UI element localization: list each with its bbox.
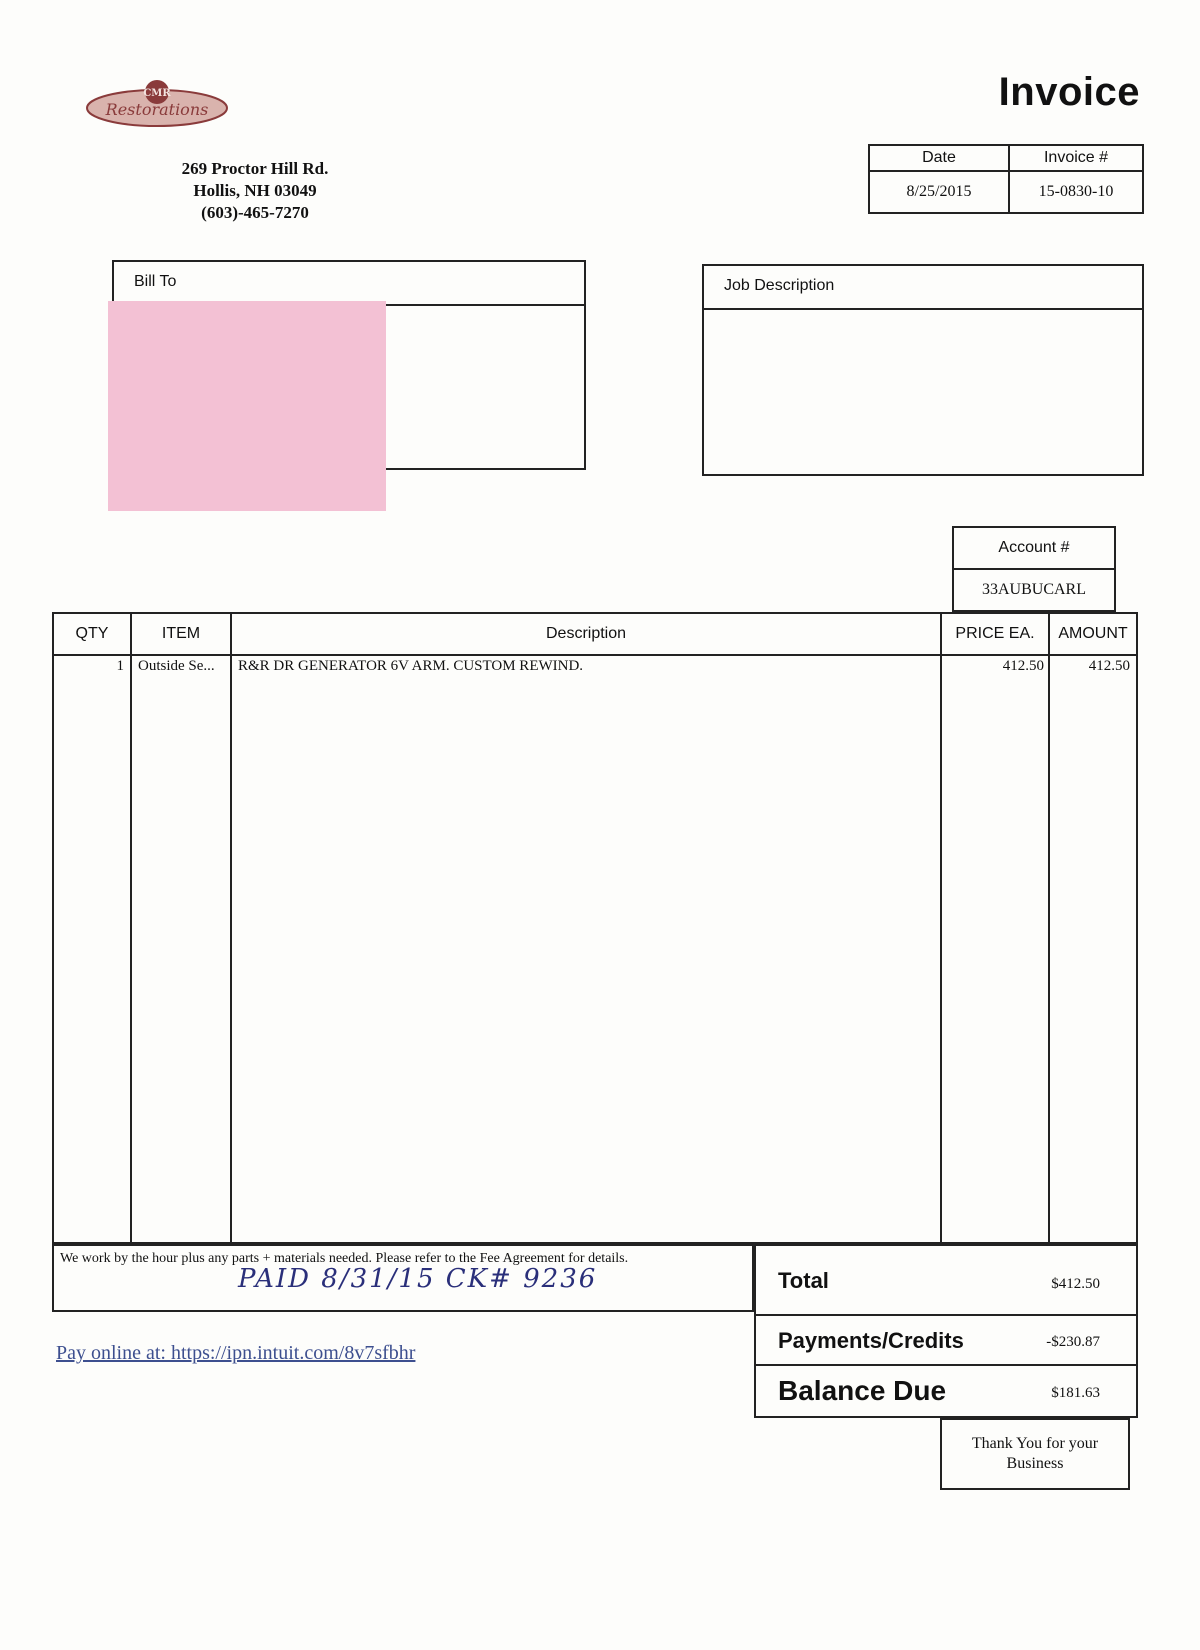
invoice-info-table [868,144,1144,214]
company-logo [82,78,232,136]
column-divider [940,614,942,1242]
thank-you-box: Thank You for your Business [940,1418,1130,1490]
redacted-address [108,301,386,511]
balance-value: $181.63 [1051,1385,1100,1401]
payments-label: Payments/Credits [778,1328,964,1353]
invoice-number-label: Invoice # [1009,145,1143,171]
row-description: R&R DR GENERATOR 6V ARM. CUSTOM REWIND. [238,658,584,674]
account-label: Account # [953,527,1115,569]
invoice-number: 15-0830-10 [1009,171,1143,213]
date-label: Date [869,145,1009,171]
account-number: 33AUBUCARL [953,569,1115,611]
logo-monogram: CMR [143,88,171,99]
page-title: Invoice [998,70,1140,114]
address-line-2: Hollis, NH 03049 [193,181,317,200]
account-table [952,526,1116,612]
balance-row [754,1364,1138,1418]
company-phone: (603)-465-7270 [201,203,309,222]
row-amount: 412.50 [1088,658,1130,674]
bill-to-label: Bill To [114,262,584,306]
invoice-date: 8/25/2015 [869,171,1009,213]
job-description-label: Job Description [704,266,1142,310]
job-description-box [702,264,1144,476]
row-price: 412.50 [1002,658,1044,674]
payments-row [754,1314,1138,1366]
column-header-item: ITEM [161,625,201,642]
payments-value: -$230.87 [1046,1334,1100,1350]
column-divider [130,614,132,1242]
total-value: $412.50 [1051,1276,1100,1292]
column-header-amount: AMOUNT [1058,625,1128,642]
line-items-table [52,612,1138,1244]
row-item: Outside Se... [138,658,215,674]
row-qty: 1 [116,658,124,674]
column-divider [230,614,232,1242]
column-header-description: Description [545,625,627,642]
company-address [150,158,360,224]
balance-label: Balance Due [778,1375,947,1406]
logo-text: Restorations [105,100,209,119]
total-label: Total [778,1268,829,1293]
handwritten-paid-note: PAID 8/31/15 CK# 9236 [238,1264,598,1294]
header-divider [54,654,1136,656]
column-header-qty: QTY [75,625,109,642]
address-line-1: 269 Proctor Hill Rd. [181,159,329,178]
total-row [754,1244,1138,1316]
fee-note: We work by the hour plus any parts + materials needed. Please refer to the Fee Agreement for details. [52,1244,754,1312]
column-divider [1048,614,1050,1242]
column-header-price: PRICE EA. [955,625,1035,642]
pay-online-link[interactable]: Pay online at: https://ipn.intuit.com/8v7sfbhr [56,1342,416,1364]
